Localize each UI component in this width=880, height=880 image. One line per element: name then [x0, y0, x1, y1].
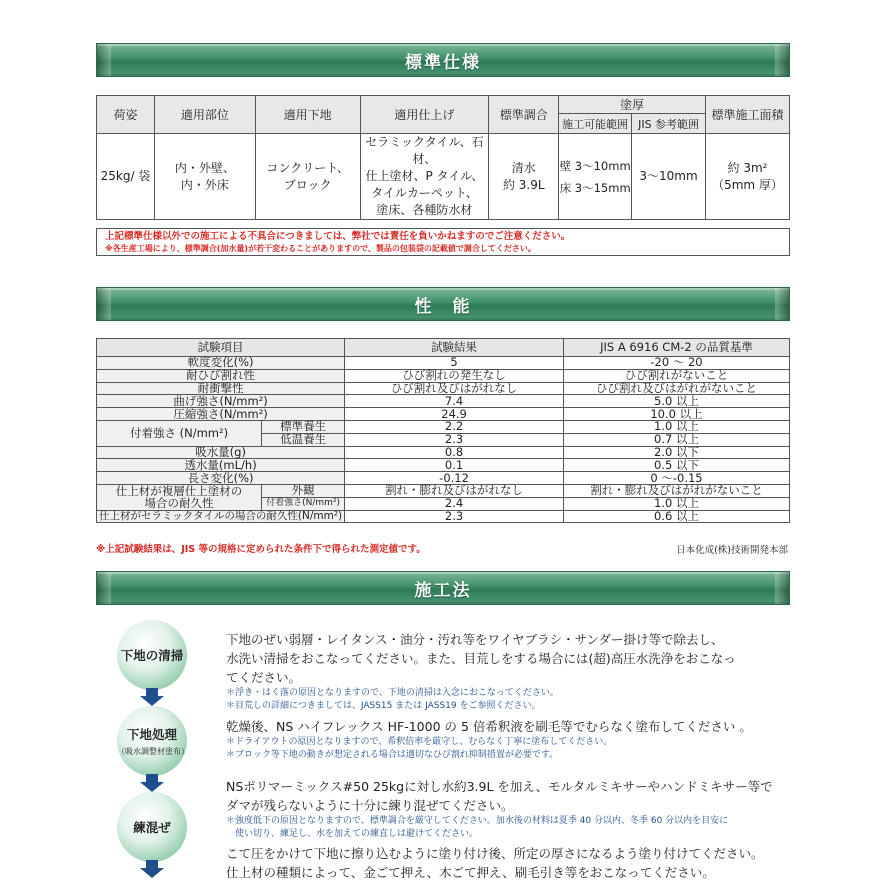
spec-finish-line: 仕上塗材、P タイル、: [365, 169, 484, 183]
spec-table: [96, 95, 790, 220]
perf-result: 割れ・膨れ及びはがれなし: [345, 484, 564, 497]
perf-item-durability: [97, 484, 262, 510]
spec-finish-line: タイルカーペット、: [371, 186, 478, 200]
perf-standard: 1.0 以上: [564, 497, 790, 510]
spec-mix-line: 清水: [511, 160, 536, 175]
spec-package: 25kg/ 袋: [97, 134, 155, 220]
perf-standard: 0.6 以上: [564, 510, 790, 523]
step-badge-cleaning: [117, 620, 187, 690]
step-main-text: 水洗い清掃をおこなってください。また、目荒しをする場合には(超)高圧水洗浄をおこなっ: [226, 651, 736, 666]
step-note: ＊ブロック等下地の動きが想定される場合は適切なひび割れ抑制措置が必要です。: [226, 750, 559, 760]
table-row: [97, 446, 790, 459]
perf-result: -0.12: [345, 472, 564, 485]
spec-mix: [489, 134, 559, 220]
spec-section-banner: [96, 43, 790, 77]
perf-section-banner: [96, 287, 790, 321]
table-row: [97, 510, 790, 523]
spec-header-thick-jis: JIS 参考範囲: [632, 114, 706, 134]
perf-result: 2.4: [345, 497, 564, 510]
perf-result: 2.3: [345, 433, 564, 446]
step-main-text: てください。: [226, 670, 302, 685]
step-note: 使い切り、練足し、水を加えての練直しは避けてください。: [226, 829, 479, 839]
spec-mix-line: 約 3.9L: [502, 177, 545, 192]
step-main-text: こて圧をかけて下地に擦り込むように塗り付け後、所定の厚さになるよう塗り付けてください。: [226, 846, 764, 861]
perf-item-line: 場合の耐久性: [144, 496, 214, 511]
perf-item: 圧縮強さ(N/mm²): [97, 408, 345, 421]
spec-substrate-line: ブロック: [283, 177, 332, 192]
step-arrow-icon: [140, 774, 164, 792]
perf-item-line: 仕上材が複層仕上塗材の: [115, 484, 243, 499]
spec-finish-line: セラミックタイル、石材、: [365, 135, 484, 166]
step-title: 練混ぜ: [133, 820, 171, 835]
perf-standard: 1.0 以上: [564, 420, 790, 433]
step-badge-primer: [117, 706, 187, 776]
step-title: 下地の清掃: [120, 648, 184, 663]
perf-standard: 0.7 以上: [564, 433, 790, 446]
spec-coverage-line: （5mm 厚）: [712, 177, 783, 192]
method-section-title: 施工法: [414, 580, 472, 601]
spec-thick-jis: 3～10mm: [632, 134, 706, 220]
spec-thick-range: [559, 134, 632, 220]
step-note: ＊ドライアウトの原因となりますので、希釈倍率を厳守し、むらなく丁寧に塗布してください。: [226, 737, 613, 747]
perf-subitem: 低温養生: [262, 433, 345, 446]
perf-header-result: 試験結果: [345, 339, 564, 357]
perf-standard: 5.0 以上: [564, 395, 790, 408]
perf-subitem: 標準養生: [262, 420, 345, 433]
perf-result: 2.2: [345, 420, 564, 433]
spec-notice: [96, 228, 790, 256]
spec-substrate: [255, 134, 360, 220]
table-row: [97, 395, 790, 408]
step-note: ＊目荒しの詳細につきましては、JASS15 または JASS19 をご参照ください。: [226, 701, 541, 711]
performance-table: [96, 338, 790, 523]
spec-row: [97, 134, 790, 220]
spec-header-finish: 適用仕上げ: [360, 96, 489, 134]
perf-note: ※上記試験結果は、JIS 等の規格に定められた条件下で得られた測定値です。: [96, 544, 426, 555]
step-text-cleaning: [226, 630, 786, 713]
perf-standard: 割れ・膨れ及びはがれがないこと: [564, 484, 790, 497]
perf-standard: -20 ～ 20: [564, 357, 790, 370]
spec-header-package: 荷姿: [97, 96, 155, 134]
spec-section-title: 標準仕様: [405, 52, 481, 73]
spec-area: [154, 134, 255, 220]
perf-item: 軟度変化(%): [97, 357, 345, 370]
spec-header-thickness: 塗厚: [559, 96, 706, 114]
perf-item: 吸水量(g): [97, 446, 345, 459]
perf-result: ひび割れの発生なし: [345, 369, 564, 382]
perf-result: 5: [345, 357, 564, 370]
perf-standard: ひび割れがないこと: [564, 369, 790, 382]
spec-header-area: 適用部位: [154, 96, 255, 134]
step-main-text: ダマが残らないように十分に練り混ぜてください。: [226, 798, 514, 813]
spec-header-substrate: 適用下地: [255, 96, 360, 134]
perf-header-standard: JIS A 6916 CM-2 の品質基準: [564, 339, 790, 357]
spec-header-mix: 標準調合: [489, 96, 559, 134]
step-title: 下地処理: [126, 727, 177, 742]
perf-section-title: 性 能: [414, 296, 472, 317]
step-text-mixing: [226, 777, 786, 841]
perf-subitem: 外観: [262, 484, 345, 497]
step-subtitle: （吸水調整材塗布）: [117, 747, 189, 756]
spec-notice-line1: 上記標準仕様以外での施工による不具合につきましては、弊社では責任を負いかねますのでご注意ください。: [105, 231, 571, 242]
spec-range-line: 床 3～15mm: [559, 180, 631, 195]
spec-area-line: 内・外壁、: [174, 160, 235, 175]
perf-item: 曲げ強さ(N/mm²): [97, 395, 345, 408]
perf-item: 透水量(mL/h): [97, 459, 345, 472]
perf-standard: 0 ～-0.15: [564, 472, 790, 485]
step-note: ＊強度低下の原因となりますので、標準調合を厳守してください。加水後の材料は夏季 40 分以内、冬季 60 分以内を目安に: [226, 816, 729, 826]
perf-item: 仕上材がセラミックタイルの場合の耐久性(N/mm²): [97, 510, 345, 523]
step-arrow-icon: [140, 688, 164, 706]
spec-header-coverage: 標準施工面積: [706, 96, 790, 134]
perf-standard: ひび割れ及びはがれがないこと: [564, 382, 790, 395]
perf-standard: 2.0 以下: [564, 446, 790, 459]
perf-result: 2.3: [345, 510, 564, 523]
spec-finish: [360, 134, 489, 220]
perf-item-adhesion: 付着強さ (N/mm²): [97, 420, 262, 446]
table-row: [97, 459, 790, 472]
spec-header-thick-range: 施工可能範囲: [559, 114, 632, 134]
perf-header-item: 試験項目: [97, 339, 345, 357]
perf-result: 24.9: [345, 408, 564, 421]
step-main-text: 仕上材の種類によって、金ごて押え、木ごて押え、刷毛引き等をおこなってください。: [226, 865, 715, 880]
perf-item: 耐衝撃性: [97, 382, 345, 395]
perf-source: 日本化成(株)技術開発本部: [676, 545, 788, 556]
perf-standard: 0.5 以下: [564, 459, 790, 472]
perf-item: 耐ひび割れ性: [97, 369, 345, 382]
step-arrow-icon: [140, 860, 164, 878]
step-text-application: [226, 844, 786, 880]
perf-result: ひび割れ及びはがれなし: [345, 382, 564, 395]
spec-coverage: [706, 134, 790, 220]
method-section-banner: [96, 571, 790, 605]
step-main-text: NSポリマーミックス#50 25kgに対し水約3.9L を加え、モルタルミキサーやハンドミキサー等で: [226, 779, 773, 794]
perf-result: 0.1: [345, 459, 564, 472]
table-row: [97, 382, 790, 395]
spec-notice-line2: ※各生産工場により、標準調合(加水量)が若干変わることがありますので、製品の包装袋の記載値で調合してください。: [105, 244, 536, 253]
spec-substrate-line: コンクリート、: [266, 160, 349, 175]
step-badge-mixing: [117, 792, 187, 862]
step-main-text: 下地のぜい弱層・レイタンス・油分・汚れ等をワイヤブラシ・サンダー掛け等で除去し、: [226, 632, 724, 647]
perf-item: 長さ変化(%): [97, 472, 345, 485]
perf-standard: 10.0 以上: [564, 408, 790, 421]
spec-area-line: 内・外床: [180, 177, 229, 192]
perf-subitem: 付着強さ(N/mm²): [262, 497, 345, 510]
step-note: ＊浮き・はく落の原因となりますので、下地の清掃は入念におこなってください。: [226, 688, 559, 698]
spec-coverage-line: 約 3m²: [727, 160, 768, 175]
spec-finish-line: 塗床、各種防水材: [376, 203, 473, 217]
spec-range-line: 壁 3～10mm: [559, 158, 631, 173]
step-main-text: 乾燥後、NS ハイフレックス HF-1000 の 5 倍希釈液を刷毛等でむらなく塗布してください 。: [226, 719, 752, 734]
step-text-primer: [226, 717, 786, 762]
perf-result: 7.4: [345, 395, 564, 408]
perf-result: 0.8: [345, 446, 564, 459]
